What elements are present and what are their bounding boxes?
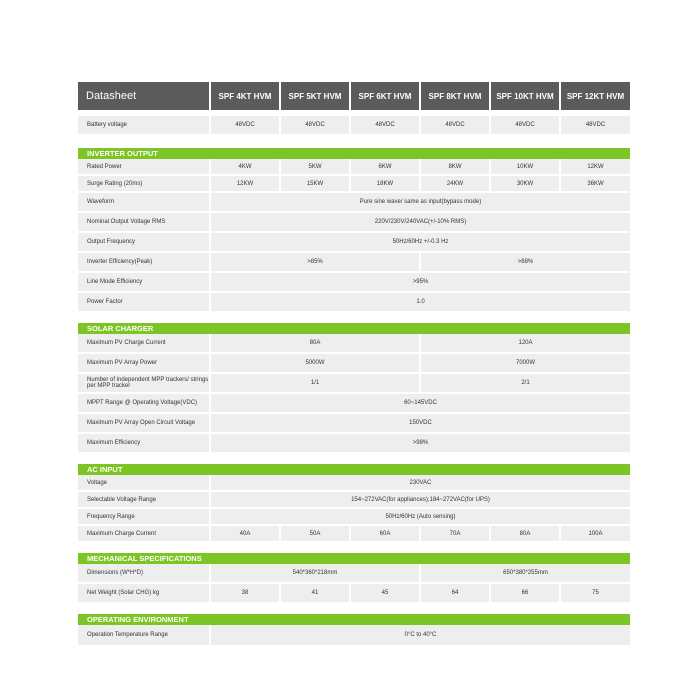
cell-value: 36KW: [561, 176, 630, 193]
cell-value: 50Hz/60Hz (Auto sensing): [211, 509, 630, 526]
nominal-voltage-row: [78, 213, 630, 233]
cell-value: 15KW: [281, 176, 349, 193]
section-solar-charger: [78, 323, 630, 334]
cell-value: 60~145VDC: [211, 394, 630, 414]
cell-value: 5000W: [211, 354, 419, 374]
section-environment: [78, 614, 630, 625]
cell-value: 100A: [561, 526, 630, 543]
dimensions-row: [78, 564, 630, 584]
section-title: MECHANICAL SPECIFICATIONS: [78, 553, 630, 564]
row-label: Inverter Efficiency(Peak): [78, 253, 209, 273]
mppt-range-row: [78, 394, 630, 414]
cell-value: 6KW: [351, 159, 419, 176]
row-label: Maximum PV Charge Current: [78, 334, 209, 354]
voltage-row: [78, 475, 630, 492]
row-label: Waveform: [78, 193, 209, 213]
model-header: SPF 5KT HVM: [281, 82, 349, 110]
cell-value: 1/1: [211, 374, 419, 394]
power-factor-row: [78, 293, 630, 313]
cell-value: >85%: [211, 253, 419, 273]
row-label: Line Mode Efficiency: [78, 273, 209, 293]
cell-value: 650*380*255mm: [421, 564, 630, 584]
cell-value: 2/1: [421, 374, 630, 394]
line-mode-efficiency-row: [78, 273, 630, 293]
section-title: OPERATING ENVIRONMENT: [78, 614, 630, 625]
cell-value: 50Hz/60Hz +/-0.3 Hz: [211, 233, 630, 253]
cell-value: >88%: [421, 253, 630, 273]
spec-table: [76, 82, 632, 647]
row-label: Nominal Output Voltage RMS: [78, 213, 209, 233]
frequency-range-row: [78, 509, 630, 526]
row-label: Power Factor: [78, 293, 209, 313]
datasheet: [78, 82, 628, 647]
cell-value: 30KW: [491, 176, 559, 193]
cell-value: 12KW: [561, 159, 630, 176]
max-efficiency-row: [78, 434, 630, 454]
cell-value: 540*360*218mm: [211, 564, 419, 584]
header-row: [78, 82, 630, 110]
cell-value: 24KW: [421, 176, 489, 193]
rated-power-row: [78, 159, 630, 176]
row-label: Number of independent MPP trackers/ strings per MPP tracker: [78, 374, 209, 394]
cell-value: 80A: [211, 334, 419, 354]
cell-value: 154~272VAC(for appliances);184~272VAC(for UPS): [211, 492, 630, 509]
output-frequency-row: [78, 233, 630, 253]
cell-value: 5KW: [281, 159, 349, 176]
open-circuit-row: [78, 414, 630, 434]
cell-value: 80A: [491, 526, 559, 543]
model-header: SPF 8KT HVM: [421, 82, 489, 110]
model-header: SPF 4KT HVM: [211, 82, 279, 110]
row-label: Operation Temperature Range: [78, 625, 209, 647]
inverter-efficiency-row: [78, 253, 630, 273]
row-label: Net Weight (Solar CHG) kg: [78, 584, 209, 604]
cell-value: 12KW: [211, 176, 279, 193]
cell-value: 48VDC: [491, 116, 559, 136]
cell-value: 0°C to 40°C: [211, 625, 630, 647]
cell-value: 48VDC: [281, 116, 349, 136]
cell-value: 50A: [281, 526, 349, 543]
row-label: Selectable Voltage Range: [78, 492, 209, 509]
cell-value: 38: [211, 584, 279, 604]
cell-value: 70A: [421, 526, 489, 543]
row-label: Voltage: [78, 475, 209, 492]
row-label: Output Frequency: [78, 233, 209, 253]
model-header: SPF 10KT HVM: [491, 82, 559, 110]
cell-value: 230VAC: [211, 475, 630, 492]
surge-rating-row: [78, 176, 630, 193]
cell-value: 48VDC: [561, 116, 630, 136]
max-pv-power-row: [78, 354, 630, 374]
net-weight-row: [78, 584, 630, 604]
section-mechanical: [78, 553, 630, 564]
section-title: AC INPUT: [78, 464, 630, 475]
mpp-trackers-row: [78, 374, 630, 394]
row-label: Maximum Charge Current: [78, 526, 209, 543]
row-label: Frequency Range: [78, 509, 209, 526]
selectable-range-row: [78, 492, 630, 509]
section-title: SOLAR CHARGER: [78, 323, 630, 334]
row-label: Battery voltage: [78, 116, 209, 136]
section-title: INVERTER OUTPUT: [78, 148, 630, 159]
cell-value: 150VDC: [211, 414, 630, 434]
cell-value: 40A: [211, 526, 279, 543]
row-label: Rated Power: [78, 159, 209, 176]
model-header: SPF 12KT HVM: [561, 82, 630, 110]
cell-value: 75: [561, 584, 630, 604]
section-inverter-output: [78, 148, 630, 159]
max-charge-current-row: [78, 526, 630, 543]
cell-value: 7000W: [421, 354, 630, 374]
temp-range-row: [78, 625, 630, 647]
cell-value: Pure sine wave/ same as input(bypass mode): [211, 193, 630, 213]
cell-value: 8KW: [421, 159, 489, 176]
cell-value: 48VDC: [421, 116, 489, 136]
cell-value: 10KW: [491, 159, 559, 176]
row-label: Maximum PV Array Open Circuit Voltage: [78, 414, 209, 434]
battery-voltage-row: [78, 116, 630, 136]
cell-value: >98%: [211, 434, 630, 454]
waveform-row: [78, 193, 630, 213]
row-label: MPPT Range @ Operating Voltage(VDC): [78, 394, 209, 414]
cell-value: 60A: [351, 526, 419, 543]
cell-value: 120A: [421, 334, 630, 354]
cell-value: 48VDC: [351, 116, 419, 136]
cell-value: 45: [351, 584, 419, 604]
row-label: Maximum Efficiency: [78, 434, 209, 454]
cell-value: >95%: [211, 273, 630, 293]
cell-value: 48VDC: [211, 116, 279, 136]
row-label: Maximum PV Array Power: [78, 354, 209, 374]
cell-value: 41: [281, 584, 349, 604]
datasheet-title: Datasheet: [78, 82, 209, 110]
model-header: SPF 6KT HVM: [351, 82, 419, 110]
cell-value: 64: [421, 584, 489, 604]
max-pv-current-row: [78, 334, 630, 354]
cell-value: 18KW: [351, 176, 419, 193]
row-label: Surge Rating (20ms): [78, 176, 209, 193]
row-label: Dimensions (W*H*D): [78, 564, 209, 584]
cell-value: 4KW: [211, 159, 279, 176]
section-ac-input: [78, 464, 630, 475]
cell-value: 1.0: [211, 293, 630, 313]
cell-value: 66: [491, 584, 559, 604]
cell-value: 220V/230V/240VAC(+/-10% RMS): [211, 213, 630, 233]
